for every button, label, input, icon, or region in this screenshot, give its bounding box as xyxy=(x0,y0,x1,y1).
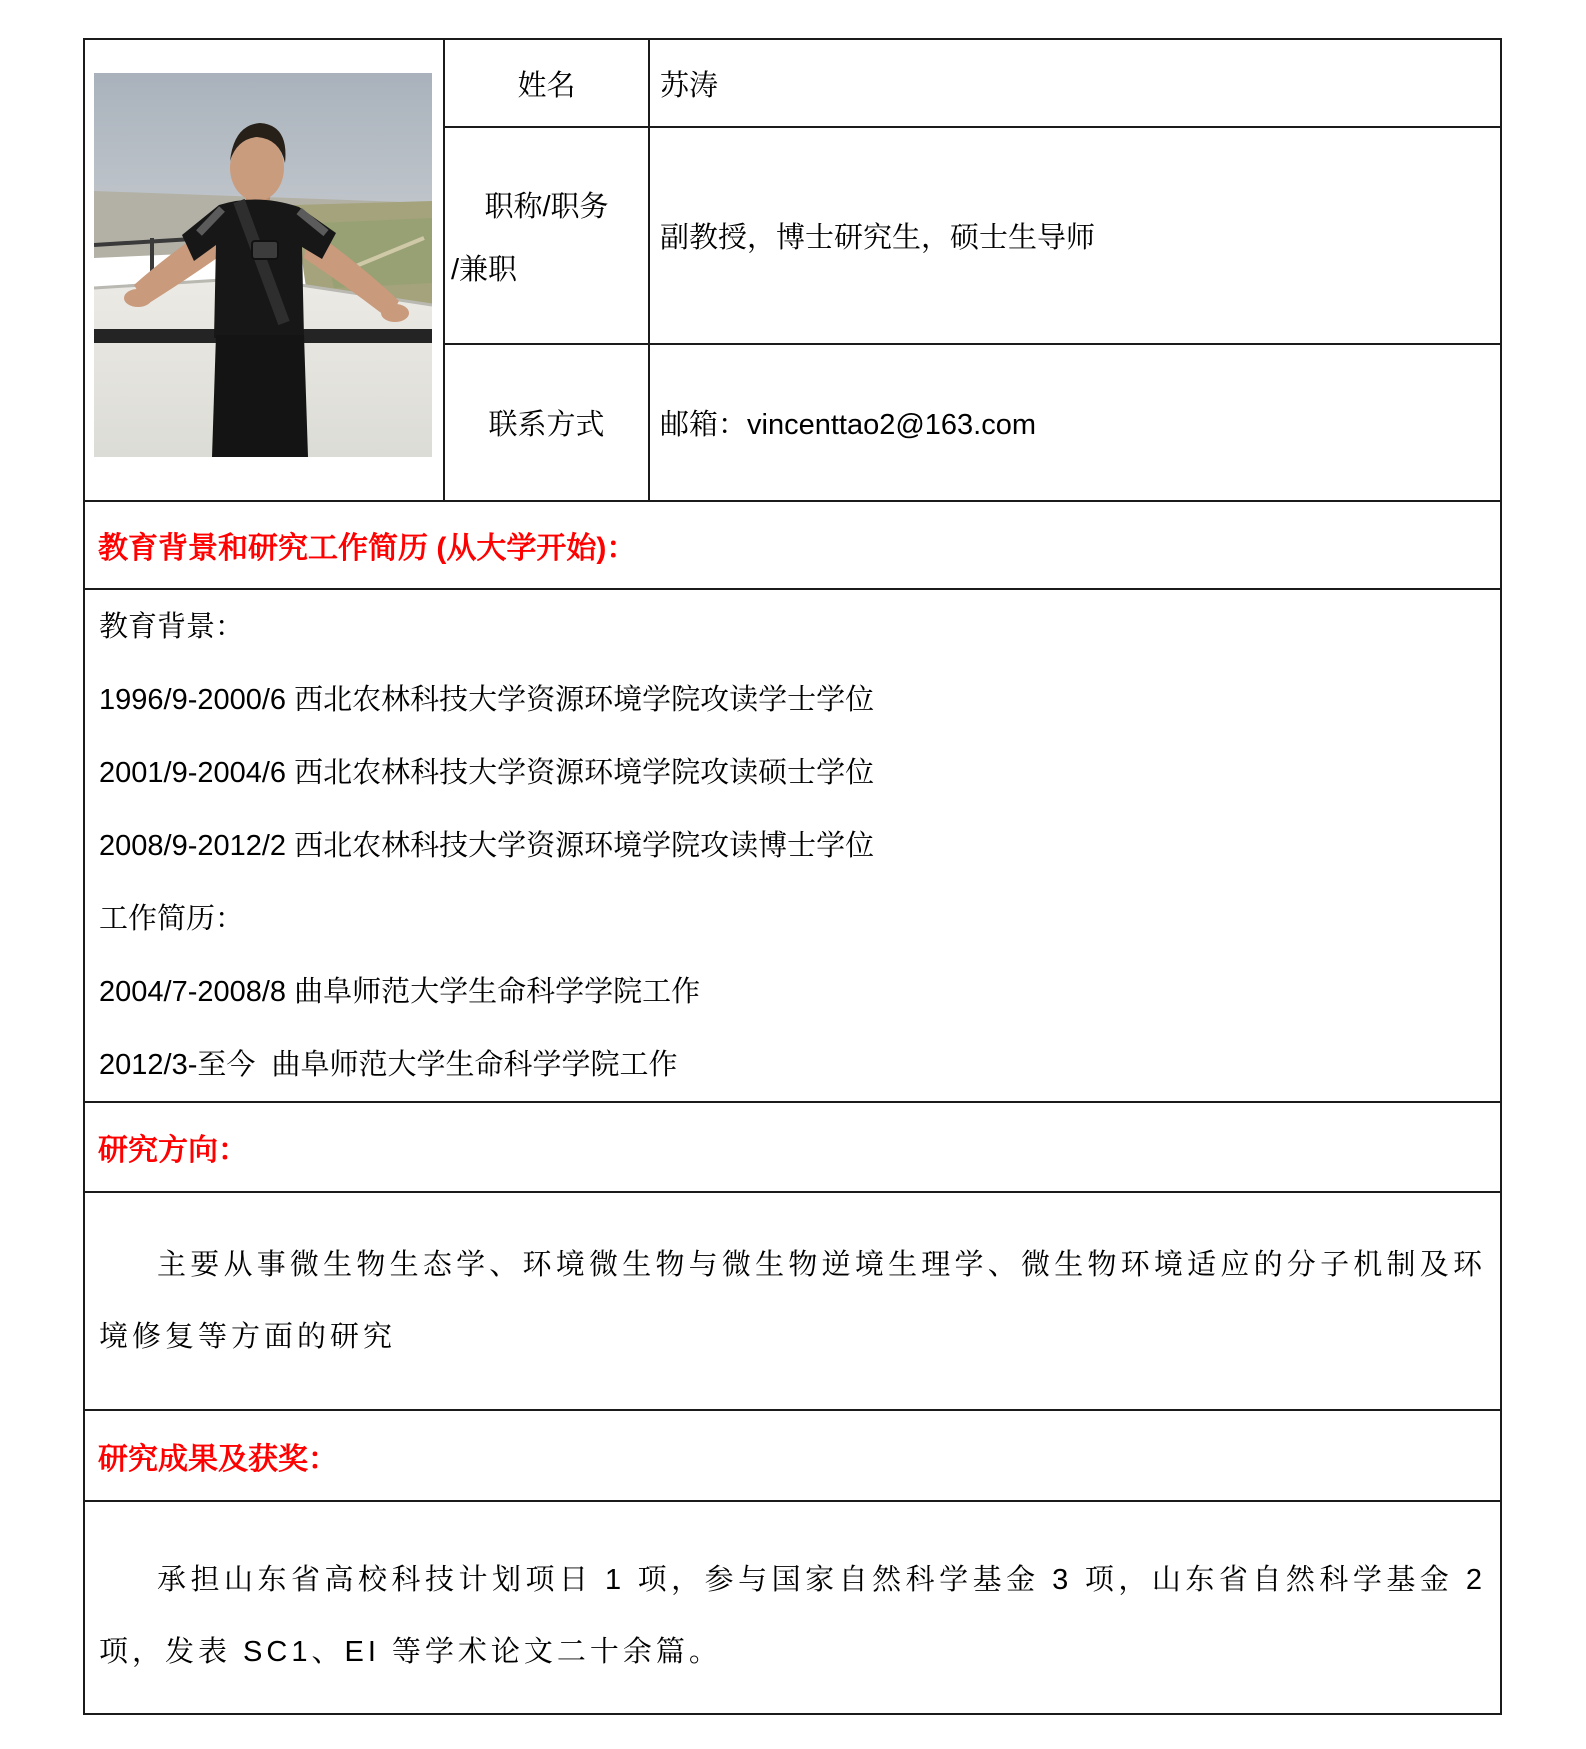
contact-value-cell xyxy=(650,345,1500,500)
profile-table xyxy=(85,40,1500,500)
name-label: 姓名 xyxy=(517,69,576,102)
work-entry: 2004/7-2008/8 曲阜师范大学生命科学学院工作 xyxy=(99,976,701,1008)
education-section-header xyxy=(85,500,1500,588)
contact-email: 邮箱：vincenttao2@163.com xyxy=(660,409,1036,441)
research-header-text: 研究方向： xyxy=(98,1134,248,1167)
education-entry: 1996/9-2000/6 西北农林科技大学资源环境学院攻读学士学位 xyxy=(99,684,875,716)
education-entry: 2001/9-2004/6 西北农林科技大学资源环境学院攻读硕士学位 xyxy=(99,757,875,789)
work-subheading: 工作简历： xyxy=(99,903,245,935)
research-section-header xyxy=(85,1101,1500,1191)
profile-photo xyxy=(94,73,432,457)
photo-cell xyxy=(85,40,445,500)
title-label-cell xyxy=(445,128,650,345)
title-label-line2: /兼职 xyxy=(451,253,518,286)
achievements-header-text: 研究成果及获奖： xyxy=(98,1442,338,1476)
education-entry: 2008/9-2012/2 西北农林科技大学资源环境学院攻读博士学位 xyxy=(99,830,875,862)
research-content: 主要从事微生物生态学、环境微生物与微生物逆境生理学、微生物环境适应的分子机制及环境修复等方面的研究 xyxy=(85,1191,1500,1409)
contact-label: 联系方式 xyxy=(488,409,605,441)
title-label-line1: 职称/职务 xyxy=(484,190,609,223)
contact-label-cell xyxy=(445,345,650,500)
title-value-cell xyxy=(650,128,1500,345)
education-header-text: 教育背景和研究工作简历 (从大学开始)： xyxy=(98,532,637,565)
work-entry: 2012/3-至今 曲阜师范大学生命科学学院工作 xyxy=(99,1049,678,1081)
cv-document xyxy=(83,38,1502,1715)
name-value-cell xyxy=(650,40,1500,128)
name-value: 苏涛 xyxy=(660,69,719,102)
achievements-content: 承担山东省高校科技计划项日 1 项，参与国家自然科学基金 3 项，山东省自然科学基金 2 项，发表 SC1、EI 等学术论文二十余篇。 xyxy=(85,1500,1500,1713)
education-subheading: 教育背景： xyxy=(99,611,245,643)
title-value: 副教授，博士研究生，硕士生导师 xyxy=(660,222,1096,254)
education-content xyxy=(85,588,1500,1101)
name-label-cell xyxy=(445,40,650,128)
achievements-section-header xyxy=(85,1409,1500,1500)
